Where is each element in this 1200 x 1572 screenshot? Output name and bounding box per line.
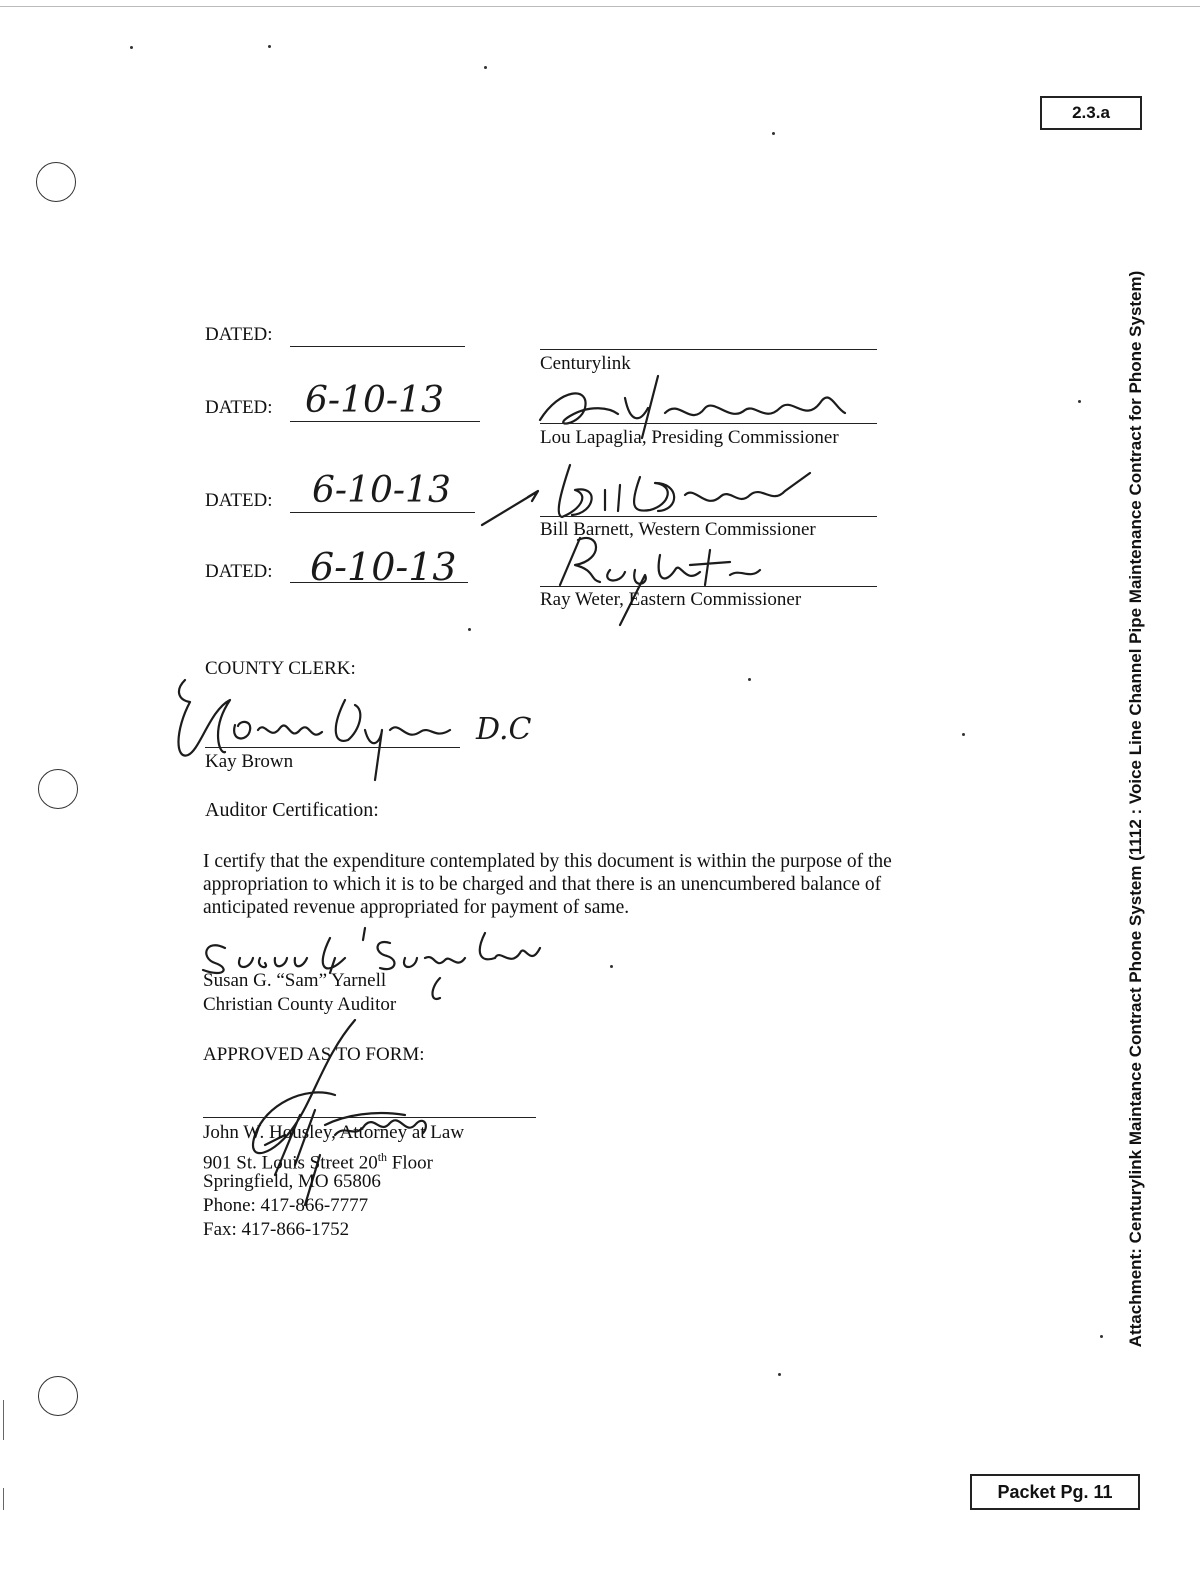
county-clerk-name: Kay Brown [205, 751, 294, 772]
company-signature-line [540, 349, 877, 350]
commissioner-name: Ray Weter, Eastern Commissioner [540, 589, 802, 610]
address-street: 901 St. Louis Street 20 [203, 1152, 378, 1174]
ray-weter-signature [540, 530, 780, 630]
commissioner-signature-line [540, 516, 877, 517]
scan-speck [962, 733, 965, 736]
dated-label: DATED: [205, 490, 273, 511]
scan-speck [610, 965, 613, 968]
attorney-fax: Fax: 417-866-1752 [203, 1219, 350, 1240]
scan-speck [1100, 1335, 1103, 1338]
scan-speck [748, 678, 751, 681]
attorney-signature-line [203, 1117, 536, 1118]
deputy-clerk-note: D.C [476, 712, 532, 747]
certification-line: appropriation to which it is to be charged and that there is an unencumbered balance of [203, 874, 882, 895]
handwritten-date: 6-10-13 [305, 380, 444, 421]
auditor-name: Susan G. “Sam” Yarnell [203, 970, 387, 991]
auditor-heading: Auditor Certification: [205, 799, 379, 821]
certification-line: I certify that the expenditure contemplated by this document is within the purpose of the [203, 851, 892, 872]
dated-line [290, 512, 475, 513]
agenda-item-label: 2.3.a [1072, 103, 1110, 122]
address-floor: Floor [387, 1152, 433, 1174]
page-left-edge-mark [3, 1400, 4, 1440]
dated-label: DATED: [205, 561, 273, 582]
page-top-edge [0, 0, 1200, 7]
handwritten-date: 6-10-13 [310, 545, 457, 589]
clerk-signature-line [205, 747, 460, 748]
scan-speck [130, 46, 133, 49]
commissioner-signature-line [540, 586, 877, 587]
certification-line: anticipated revenue appropriated for payment of same. [203, 897, 630, 918]
attorney-phone: Phone: 417-866-7777 [203, 1195, 369, 1216]
packet-page-box [970, 1474, 1140, 1510]
scan-speck [484, 66, 487, 69]
scan-speck [772, 132, 775, 135]
dated-label: DATED: [205, 324, 273, 345]
binder-hole [38, 769, 78, 809]
scan-speck [268, 45, 271, 48]
approved-heading: APPROVED AS TO FORM: [203, 1044, 425, 1065]
attachment-sidebar: Attachment: Centurylink Maintance Contract Phone System (1112 : Voice Line Channel Pipe Maintenance Contract for Phone System) [1126, 270, 1145, 1348]
binder-hole [38, 1376, 78, 1416]
commissioner-name: Lou Lapaglia, Presiding Commissioner [540, 427, 839, 448]
commissioner-name: Bill Barnett, Western Commissioner [540, 519, 816, 540]
commissioner-signature-line [540, 423, 877, 424]
attorney-name: John W. Housley, Attorney at Law [203, 1122, 465, 1143]
packet-page-label: Packet Pg. 11 [997, 1482, 1113, 1502]
dated-label: DATED: [205, 397, 273, 418]
agenda-item-stamp [1040, 96, 1142, 130]
county-clerk-heading: COUNTY CLERK: [205, 658, 356, 679]
company-name: Centurylink [540, 353, 631, 374]
handwritten-date: 6-10-13 [312, 470, 451, 511]
binder-hole [36, 162, 76, 202]
page-left-edge-mark [3, 1488, 4, 1510]
auditor-title: Christian County Auditor [203, 994, 397, 1015]
scan-speck [468, 628, 471, 631]
attorney-address-line-2: Springfield, MO 65806 [203, 1171, 381, 1192]
scan-speck [778, 1373, 781, 1376]
scan-speck [1078, 400, 1081, 403]
floor-ordinal-suffix: th [377, 1150, 388, 1164]
dated-line [290, 346, 465, 347]
dated-line [290, 421, 480, 422]
